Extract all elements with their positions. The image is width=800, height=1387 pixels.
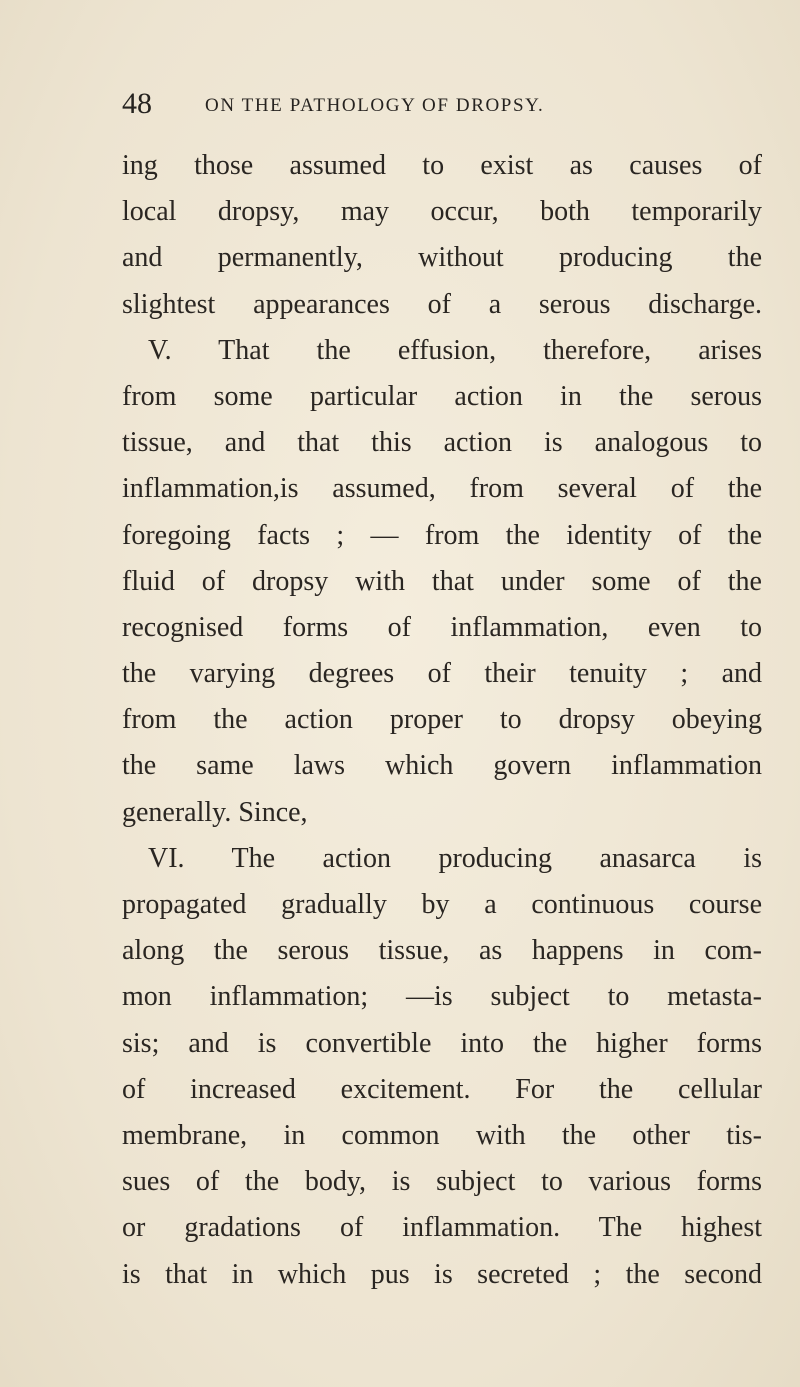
text-line: along the serous tissue, as happens in com- — [122, 935, 762, 967]
text-line: mon inflammation; —is subject to metasta- — [122, 981, 762, 1013]
text-line: fluid of dropsy with that under some of the — [122, 565, 762, 597]
page-header — [122, 84, 762, 124]
text-line: propagated gradually by a continuous course — [122, 889, 762, 920]
text-line: and permanently, without producing the — [122, 242, 762, 274]
running-head: ON THE PATHOLOGY OF DROPSY. — [205, 95, 545, 116]
text-line: ing those assumed to exist as causes of — [122, 150, 762, 181]
text-line: the same laws which govern inflammation — [122, 750, 762, 782]
text-line: of increased excitement. For the cellular — [122, 1073, 762, 1105]
text-line: local dropsy, may occur, both temporarily — [122, 196, 762, 228]
text-line: sis; and is convertible into the higher forms — [122, 1027, 762, 1059]
text-line: from some particular action in the serous — [122, 380, 762, 412]
body-text — [122, 143, 762, 1298]
text-line: the varying degrees of their tenuity ; and — [122, 658, 762, 690]
text-line: is that in which pus is secreted ; the second — [122, 1258, 762, 1290]
text-line: from the action proper to dropsy obeying — [122, 704, 762, 736]
text-line: generally. Since, — [122, 796, 308, 828]
text-line: V. That the effusion, therefore, arises — [148, 334, 762, 366]
text-line: VI. The action producing anasarca is — [148, 842, 762, 874]
text-line: foregoing facts ; — from the identity of the — [122, 519, 762, 551]
text-line: tissue, and that this action is analogous to — [122, 427, 762, 459]
text-line: membrane, in common with the other tis- — [122, 1119, 762, 1151]
text-line: or gradations of inflammation. The highest — [122, 1212, 762, 1244]
text-line: slightest appearances of a serous discharge. — [122, 288, 762, 320]
text-line: sues of the body, is subject to various forms — [122, 1166, 762, 1198]
page-number: 48 — [122, 87, 152, 120]
text-line: inflammation,is assumed, from several of the — [122, 473, 762, 505]
text-line: recognised forms of inflammation, even to — [122, 611, 762, 643]
